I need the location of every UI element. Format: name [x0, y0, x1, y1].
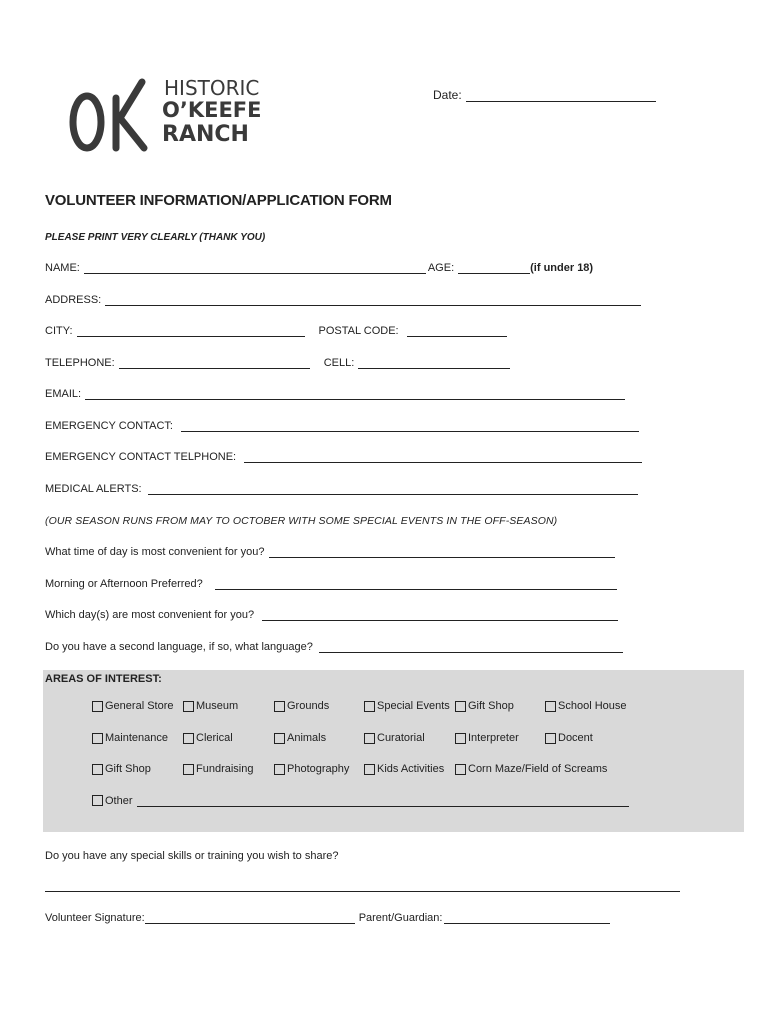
interest-corn-maze[interactable] — [455, 763, 607, 775]
interest-clerical[interactable] — [183, 732, 233, 744]
interest-animals[interactable] — [274, 732, 326, 744]
time-of-day-question: What time of day is most convenient for you? — [45, 546, 265, 558]
interest-curatorial[interactable] — [364, 732, 425, 744]
postal-code-label: POSTAL CODE: — [318, 325, 399, 337]
interest-label: Gift Shop — [468, 700, 514, 712]
checkbox-icon[interactable] — [92, 701, 103, 712]
interest-other[interactable] — [92, 795, 629, 807]
checkbox-icon[interactable] — [455, 701, 466, 712]
interest-label: School House — [558, 700, 627, 712]
interest-label: Clerical — [196, 732, 233, 744]
checkbox-icon[interactable] — [455, 764, 466, 775]
interest-kids-activities[interactable] — [364, 763, 444, 775]
age-note: (if under 18) — [530, 262, 594, 274]
skills-question: Do you have any special skills or training you wish to share? — [45, 850, 339, 862]
interest-label: Grounds — [287, 700, 330, 712]
cell-line[interactable] — [358, 357, 510, 369]
morning-afternoon-line[interactable] — [215, 578, 617, 590]
interest-maintenance[interactable] — [92, 732, 168, 744]
interest-gift-shop-2[interactable] — [92, 763, 151, 775]
checkbox-icon[interactable] — [92, 764, 103, 775]
date-line[interactable] — [466, 90, 656, 102]
interest-label: Animals — [287, 732, 327, 744]
emergency-contact-label: EMERGENCY CONTACT: — [45, 420, 173, 432]
checkbox-icon[interactable] — [455, 733, 466, 744]
days-row — [45, 609, 618, 621]
interest-label: Photography — [287, 763, 350, 775]
interest-label: Fundraising — [196, 763, 254, 775]
morning-afternoon-row — [45, 578, 617, 590]
language-row — [45, 641, 623, 653]
interest-label: Maintenance — [105, 732, 168, 744]
interest-label: Corn Maze/Field of Screams — [468, 763, 608, 775]
print-note: PLEASE PRINT VERY CLEARLY (THANK YOU) — [45, 232, 266, 243]
email-label: EMAIL: — [45, 388, 82, 400]
signature-row — [45, 912, 610, 924]
interest-photography[interactable] — [274, 763, 349, 775]
emergency-phone-line[interactable] — [244, 451, 642, 463]
interest-other-label: Other — [105, 795, 133, 807]
form-title: VOLUNTEER INFORMATION/APPLICATION FORM — [45, 192, 392, 209]
interest-label: Interpreter — [468, 732, 519, 744]
interest-label: Docent — [558, 732, 593, 744]
interest-label: Gift Shop — [105, 763, 151, 775]
checkbox-icon[interactable] — [364, 701, 375, 712]
interest-fundraising[interactable] — [183, 763, 253, 775]
areas-of-interest-panel — [43, 670, 744, 832]
name-label: NAME: — [45, 262, 80, 274]
guardian-line[interactable] — [444, 912, 610, 924]
interest-label: Curatorial — [377, 732, 425, 744]
language-line[interactable] — [319, 641, 623, 653]
checkbox-icon[interactable] — [364, 764, 375, 775]
postal-code-line[interactable] — [407, 325, 507, 337]
morning-afternoon-question: Morning or Afternoon Preferred? — [45, 578, 203, 590]
interest-label: Museum — [196, 700, 239, 712]
date-label: Date: — [433, 88, 462, 102]
checkbox-icon[interactable] — [92, 733, 103, 744]
checkbox-icon[interactable] — [545, 701, 556, 712]
date-field — [433, 88, 656, 102]
address-line[interactable] — [105, 294, 641, 306]
emergency-contact-row — [45, 420, 639, 432]
time-of-day-row — [45, 546, 615, 558]
okeefe-logo-mark — [68, 78, 158, 158]
days-question: Which day(s) are most convenient for you? — [45, 609, 255, 621]
city-label: CITY: — [45, 325, 73, 337]
interest-interpreter[interactable] — [455, 732, 519, 744]
checkbox-icon[interactable] — [274, 764, 285, 775]
emergency-contact-line[interactable] — [181, 420, 639, 432]
days-line[interactable] — [262, 609, 618, 621]
season-note: (OUR SEASON RUNS FROM MAY TO OCTOBER WITH SOME SPECIAL EVENTS IN THE OFF-SEASON) — [45, 515, 558, 527]
age-line[interactable] — [458, 262, 530, 274]
city-line[interactable] — [77, 325, 305, 337]
checkbox-icon[interactable] — [274, 733, 285, 744]
time-of-day-line[interactable] — [269, 546, 615, 558]
medical-alerts-row — [45, 483, 638, 495]
email-row — [45, 388, 625, 400]
checkbox-icon[interactable] — [92, 795, 103, 806]
checkbox-icon[interactable] — [274, 701, 285, 712]
interest-label: Kids Activities — [377, 763, 445, 775]
age-label: AGE: — [427, 262, 455, 274]
interest-label: General Store — [105, 700, 174, 712]
telephone-label: TELEPHONE: — [45, 357, 115, 369]
name-line[interactable] — [84, 262, 426, 274]
logo-line-historic: HISTORIC — [164, 76, 260, 100]
medical-alerts-label: MEDICAL ALERTS: — [45, 483, 142, 495]
telephone-cell-row — [45, 357, 510, 369]
checkbox-icon[interactable] — [183, 701, 194, 712]
interest-special-events[interactable] — [364, 700, 450, 712]
areas-of-interest-heading: AREAS OF INTEREST: — [45, 673, 162, 685]
interest-other-line[interactable] — [137, 795, 629, 807]
telephone-line[interactable] — [119, 357, 310, 369]
volunteer-signature-label: Volunteer Signature: — [45, 912, 145, 924]
checkbox-icon[interactable] — [545, 733, 556, 744]
logo-line-okeefe: O’KEEFE — [162, 98, 262, 122]
interest-general-store[interactable] — [92, 700, 173, 712]
logo — [68, 78, 273, 158]
city-postal-row — [45, 325, 507, 337]
guardian-label: Parent/Guardian: — [358, 912, 443, 924]
language-question: Do you have a second language, if so, what language? — [45, 641, 313, 653]
address-row — [45, 294, 641, 306]
interest-docent[interactable] — [545, 732, 593, 744]
email-line[interactable] — [85, 388, 625, 400]
interest-school-house[interactable] — [545, 700, 627, 712]
checkbox-icon[interactable] — [183, 764, 194, 775]
logo-line-ranch: RANCH — [162, 122, 249, 147]
emergency-phone-row — [45, 451, 642, 463]
interest-gift-shop-1[interactable] — [455, 700, 514, 712]
checkbox-icon[interactable] — [183, 733, 194, 744]
interest-label: Special Events — [377, 700, 450, 712]
interest-grounds[interactable] — [274, 700, 329, 712]
skills-line[interactable] — [45, 891, 680, 892]
emergency-phone-label: EMERGENCY CONTACT TELPHONE: — [45, 451, 237, 463]
medical-alerts-line[interactable] — [148, 483, 638, 495]
cell-label: CELL: — [323, 357, 355, 369]
name-age-row — [45, 262, 593, 274]
checkbox-icon[interactable] — [364, 733, 375, 744]
address-label: ADDRESS: — [45, 294, 102, 306]
volunteer-signature-line[interactable] — [145, 912, 355, 924]
interest-museum[interactable] — [183, 700, 238, 712]
